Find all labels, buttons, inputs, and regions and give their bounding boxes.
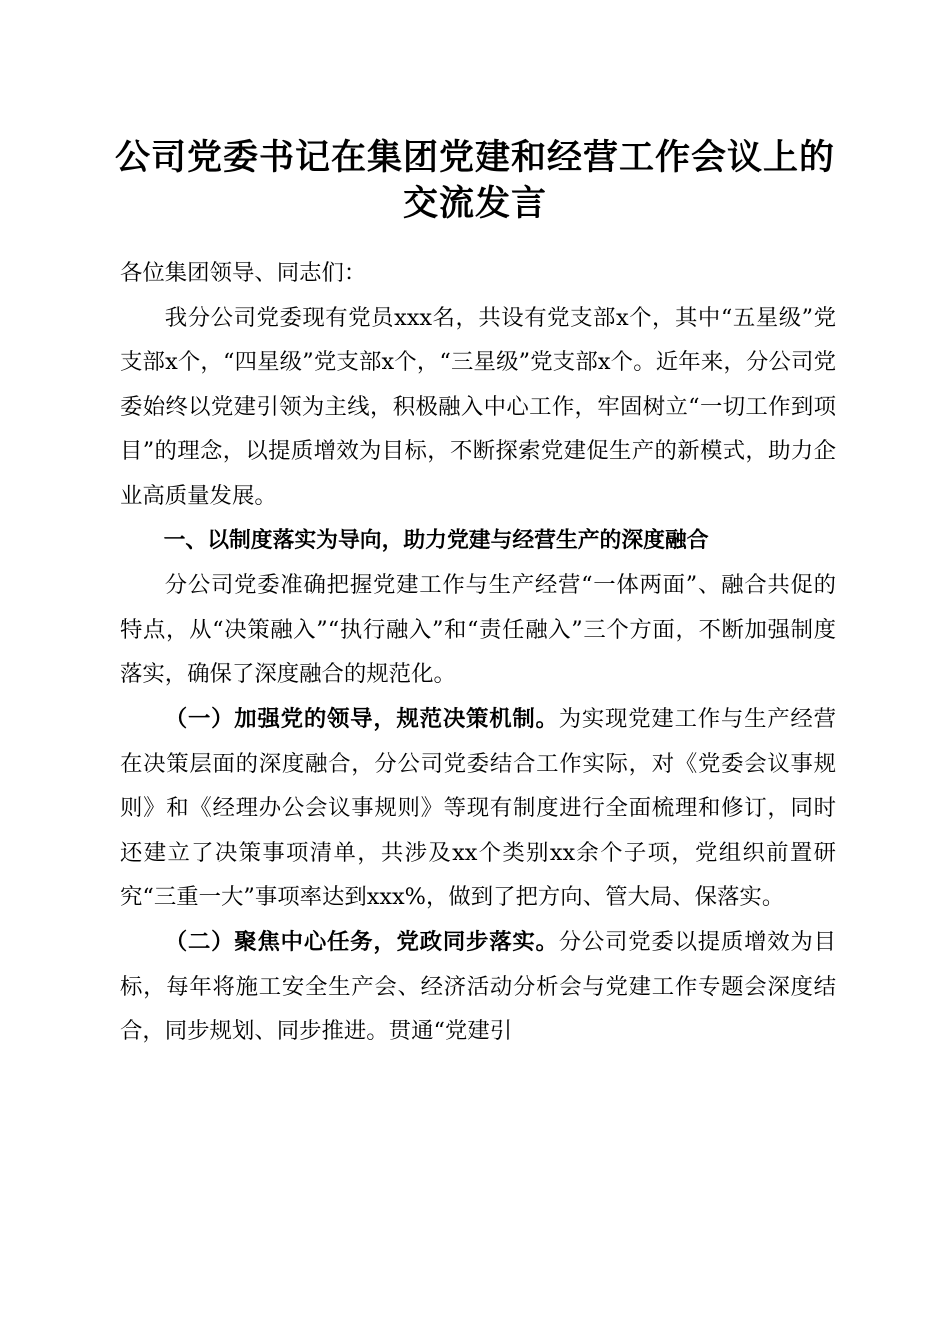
document-title-line-2: 交流发言 xyxy=(402,183,547,224)
item-2-text: 分公司党委以提质增效为目标，每年将施工安全生产会、经济活动分析会与党建工作专题会深度结合，同步规划、同步推进。贯通“党建引 xyxy=(120,928,836,1045)
section-1-heading: 一、以制度落实为导向，助力党建与经营生产的深度融合 xyxy=(163,527,709,553)
item-2-lead: （二）聚焦中心任务，党政同步落实。 xyxy=(164,928,559,955)
item-1-paragraph xyxy=(120,697,836,920)
item-1-lead: （一）加强党的领导，规范决策机制。 xyxy=(164,705,559,732)
item-2-paragraph xyxy=(120,920,836,1054)
section-1-paragraph: 分公司党委准确把握党建工作与生产经营“一体两面”、融合共促的特点，从“决策融入”“执行融入”和“责任融入”三个方面，不断加强制度落实，确保了深度融合的规范化。 xyxy=(120,572,836,688)
item-1-text: 为实现党建工作与生产经营在决策层面的深度融合，分公司党委结合工作实际，对《党委会议事规则》和《经理办公会议事规则》等现有制度进行全面梳理和修订，同时还建立了决策事项清单，共涉及xx个类别xx余个子项，党组织前置研究“三重一大”事项率达到xxx%，做到了把方向、管大局、保落实。 xyxy=(120,705,836,911)
document-body xyxy=(120,251,836,1054)
intro-paragraph: 我分公司党委现有党员xxx名，共设有党支部x个，其中“五星级”党支部x个，“四星级”党支部x个，“三星级”党支部x个。近年来，分公司党委始终以党建引领为主线，积极融入中心工作，牢固树立“一切工作到项目”的理念，以提质增效为目标，不断探索党建促生产的新模式，助力企业高质量发展。 xyxy=(120,304,836,509)
salutation: 各位集团领导、同志们： xyxy=(120,260,367,286)
document-title-line-1: 公司党委书记在集团党建和经营工作会议上的 xyxy=(114,137,835,178)
